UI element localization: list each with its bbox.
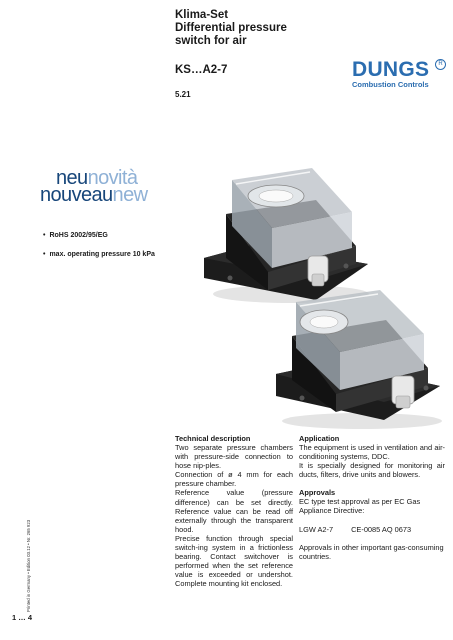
title-line-3: switch for air (175, 35, 247, 47)
badge-word-nouveau: nouveau (40, 184, 113, 206)
technical-paragraph-2: Connection of ø 4 mm for each pressure chamber. (175, 470, 293, 489)
application-approvals (299, 434, 445, 561)
badge-word-novita: novità (87, 167, 138, 189)
model-number: KS…A2-7 (175, 64, 228, 76)
spacer (299, 479, 445, 488)
logo-wordmark: DUNGS (352, 58, 430, 81)
title-line-2: Differential pressure (175, 22, 287, 34)
title-line-1: Klima-Set (175, 9, 229, 21)
page-number: 1 … 4 (12, 613, 33, 622)
spacer (299, 534, 445, 543)
approvals-other: Approvals in other important gas-consuming countries. (299, 542, 444, 561)
application-paragraph-2: It is specially designed for monitoring air ducts, filters, drive units and blowers. (299, 461, 445, 480)
product-photo-angled (262, 290, 448, 432)
approvals-heading: Approvals (299, 488, 336, 498)
approvals-intro: EC type test approval as per EC Gas Appliance Directive: (299, 497, 421, 516)
new-product-badge (40, 167, 180, 206)
application-heading: Application (299, 434, 340, 443)
technical-paragraph-1: Two separate pressure chambers with pressure-side connection to hose nip-ples. (175, 443, 293, 471)
technical-paragraph-3: Reference value (pressure difference) can be set directly. Reference value can be read off externally through the transparent hood. (175, 488, 293, 534)
dungs-logo (352, 60, 442, 90)
bullet-max-pressure: • max. operating pressure 10 kPa (43, 251, 173, 258)
technical-paragraph-4: Precise function through special switch-ing system in a frictionless bearing. Contact switchover is performed when the set reference value is exceeded or undershot. Complete mounting kit enclosed. (175, 533, 293, 589)
approval-code-value: CE-0085 AQ 0673 (351, 524, 412, 534)
logo-subtitle: Combustion Controls (352, 80, 429, 89)
application-paragraph-1: The equipment is used in ventilation and air-conditioning systems, DDC. (299, 443, 445, 462)
registered-mark-icon: R (435, 59, 446, 70)
version-number: 5.21 (175, 90, 191, 99)
approval-code-label: LGW A2-7 (299, 524, 334, 534)
technical-heading: Technical description (175, 434, 251, 443)
feature-bullets (43, 232, 173, 270)
bullet-rohs: • RoHS 2002/95/EG (43, 232, 173, 239)
approval-code-row (299, 525, 445, 534)
badge-word-neu: neu (56, 167, 88, 189)
print-edition-note: Printed in Germany • Edition 03.12 • Nr. 265 923 (26, 519, 31, 612)
product-photo-front (196, 166, 376, 306)
badge-line-2 (40, 184, 180, 206)
badge-word-new: new (112, 184, 148, 206)
document-title (175, 9, 335, 48)
spacer (299, 516, 445, 525)
technical-description (175, 434, 293, 589)
